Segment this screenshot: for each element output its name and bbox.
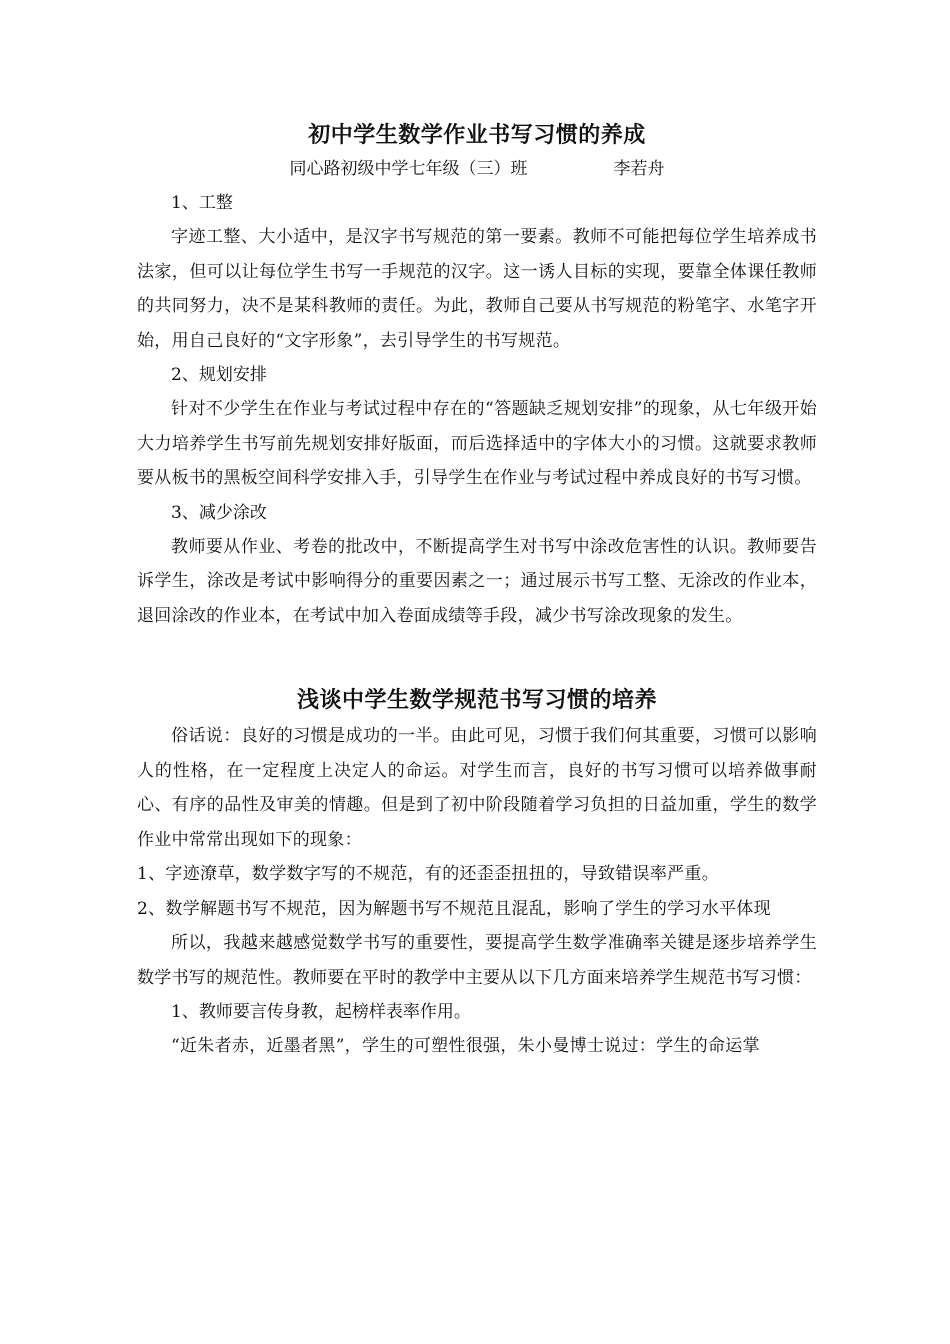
section-heading: 1、教师要言传身教，起榜样表率作用。 xyxy=(171,1002,471,1022)
article-title: 初中学生数学作业书写习惯的养成 xyxy=(308,123,646,148)
section-heading: 1、工整 xyxy=(171,193,233,213)
section-paragraph: 针对不少学生在作业与考试过程中存在的“答题缺乏规划安排”的现象，从七年级开始大力培养学生书写前先规划安排好版面，而后选择适中的字体大小的习惯。这就要求教师要从板书的黑板空间科学安排入手，引导学生在作业与考试过程中养成良好的书写习惯。 xyxy=(137,399,817,488)
section-heading: 3、减少涂改 xyxy=(171,502,267,523)
article-title-2: 浅谈中学生数学规范书写习惯的培养 xyxy=(296,688,657,713)
byline xyxy=(137,152,817,186)
section-heading: 2、规划安排 xyxy=(171,365,267,385)
body-paragraph: 所以，我越来越感觉数学书写的重要性，要提高学生数学准确率关键是逐步培养学生数学书写的规范性。教师要在平时的教学中主要从以下几方面来培养学生规范书写习惯： xyxy=(137,933,817,988)
section-spacer xyxy=(137,633,817,685)
author-name: 李若舟 xyxy=(613,159,665,179)
document-body xyxy=(137,120,817,1064)
school-class: 同心路初级中学七年级（三）班 xyxy=(289,159,528,179)
list-item: 1、字迹潦草，数学数字写的不规范，有的还歪歪扭扭的，导致错误率严重。 xyxy=(137,864,720,884)
intro-paragraph: 俗话说：良好的习惯是成功的一半。由此可见，习惯于我们何其重要，习惯可以影响人的性格，在一定程度上决定人的命运。对学生而言，良好的书写习惯可以培养做事耐心、有序的品性及审美的情趣。但是到了初中阶段随着学习负担的日益加重，学生的数学作业中常常出现如下的现象： xyxy=(137,726,817,850)
section-paragraph: 教师要从作业、考卷的批改中，不断提高学生对书写中涂改危害性的认识。教师要告诉学生，涂改是考试中影响得分的重要因素之一；通过展示书写工整、无涂改的作业本，退回涂改的作业本，在考试中加入卷面成绩等手段，减少书写涂改现象的发生。 xyxy=(137,536,817,626)
body-paragraph: “近朱者赤，近墨者黑”，学生的可塑性很强，朱小曼博士说过：学生的命运掌 xyxy=(171,1036,760,1056)
list-item: 2、数学解题书写不规范，因为解题书写不规范且混乱，影响了学生的学习水平体现 xyxy=(137,898,771,919)
section-paragraph: 字迹工整、大小适中，是汉字书写规范的第一要素。教师不可能把每位学生培养成书法家，但可以让每位学生书写一手规范的汉字。这一诱人目标的实现，要靠全体课任教师的共同努力，决不是某科教师的责任。为此，教师自己要从书写规范的粉笔字、水笔字开始，用自己良好的“文字形象”，去引导学生的书写规范。 xyxy=(137,227,817,351)
